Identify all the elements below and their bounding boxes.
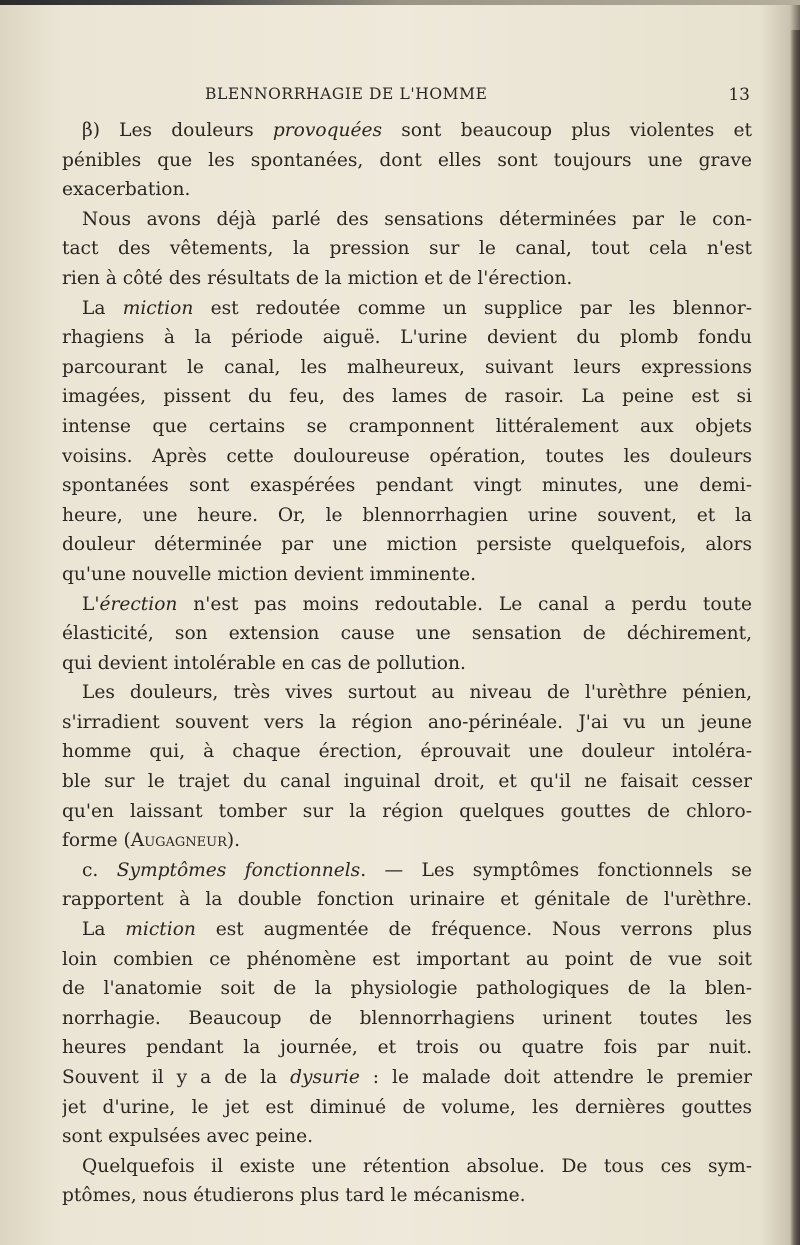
text-line: qu'en laissant tomber sur la région quelques gouttes de chloro-	[62, 800, 752, 822]
text-line: spontanées sont exaspérées pendant vingt minutes, une demi-	[62, 475, 752, 497]
text-line: Les douleurs, très vives surtout au niveau de l'urèthre pénien,	[82, 682, 752, 704]
running-head	[205, 85, 750, 111]
text-line: Souvent il y a de la dysurie : le malade doit attendre le premier	[62, 1067, 752, 1088]
text-line: rhagiens à la période aiguë. L'urine devient du plomb fondu	[62, 327, 752, 349]
text-line: intense que certains se cramponnent littéralement aux objets	[62, 415, 752, 437]
page-top-edge	[0, 0, 800, 5]
text-line: norrhagie. Beaucoup de blennorrhagiens urinent toutes les	[62, 1007, 752, 1029]
text-line: rien à côté des résultats de la miction et de l'érection.	[62, 267, 573, 289]
italic-term: miction	[122, 297, 194, 319]
text-line: La miction est redoutée comme un supplice par les blennor-	[82, 297, 752, 319]
italic-term: miction	[125, 919, 196, 941]
text-line: pénibles que les spontanées, dont elles sont toujours une grave	[62, 149, 752, 171]
text-line: heures pendant la journée, et trois ou quatre fois par nuit.	[62, 1037, 752, 1059]
text-line: Quelquefois il existe une rétention absolue. De tous ces sym-	[82, 1155, 752, 1177]
text-line: imagées, pissent du feu, des lames de rasoir. La peine est si	[62, 386, 752, 408]
text-line: de l'anatomie soit de la physiologie pathologiques de la blen-	[62, 978, 752, 1000]
text-line: homme qui, à chaque érection, éprouvait une douleur intoléra-	[62, 741, 752, 763]
text-line: L'érection n'est pas moins redoutable. Le canal a perdu toute	[82, 593, 752, 615]
text-line: β) Les douleurs provoquées sont beaucoup plus violentes et	[82, 120, 752, 141]
italic-term: dysurie	[290, 1067, 360, 1088]
text-line: parcourant le canal, les malheureux, suivant leurs expressions	[62, 356, 752, 378]
author-name: Augagneur	[130, 830, 227, 852]
text-line: forme (Augagneur).	[62, 830, 241, 852]
text-line: jet d'urine, le jet est diminué de volume, les dernières gouttes	[62, 1096, 752, 1118]
text-line: ble sur le trajet du canal inguinal droit, et qu'il ne faisait cesser	[62, 771, 752, 793]
italic-term: provoquées	[272, 120, 383, 141]
text-line: tact des vêtements, la pression sur le canal, tout cela n'est	[62, 238, 752, 260]
text-line: s'irradient souvent vers la région ano-périnéale. J'ai vu un jeune	[62, 711, 752, 733]
text-line: qui devient intolérable en cas de pollution.	[62, 652, 466, 674]
page-binding-shadow	[790, 30, 800, 1245]
text-line: c. Symptômes fonctionnels. — Les symptômes fonctionnels se	[82, 859, 752, 881]
text-line: ptômes, nous étudierons plus tard le mécanisme.	[62, 1185, 526, 1207]
text-line: rapportent à la double fonction urinaire et génitale de l'urèthre.	[62, 889, 752, 911]
text-line: loin combien ce phénomène est important au point de vue soit	[62, 948, 752, 970]
text-line: douleur déterminée par une miction persiste quelquefois, alors	[62, 534, 752, 556]
text-line: sont expulsées avec peine.	[62, 1126, 314, 1148]
running-title: BLENNORRHAGIE DE L'HOMME	[205, 85, 488, 103]
italic-term: érection	[99, 593, 178, 615]
text-line: exacerbation.	[62, 179, 191, 201]
text-line: voisins. Après cette douloureuse opération, toutes les douleurs	[62, 445, 752, 467]
italic-term: Symptômes fonctionnels	[116, 859, 361, 881]
text-line: Nous avons déjà parlé des sensations déterminées par le con-	[82, 208, 752, 230]
text-line: La miction est augmentée de fréquence. Nous verrons plus	[82, 919, 752, 941]
text-line: qu'une nouvelle miction devient imminente.	[62, 563, 477, 585]
text-line: heure, une heure. Or, le blennorrhagien urine souvent, et la	[62, 504, 752, 526]
page-number: 13	[728, 85, 750, 105]
text-line: élasticité, son extension cause une sensation de déchirement,	[62, 623, 752, 645]
body-text	[62, 116, 752, 1211]
